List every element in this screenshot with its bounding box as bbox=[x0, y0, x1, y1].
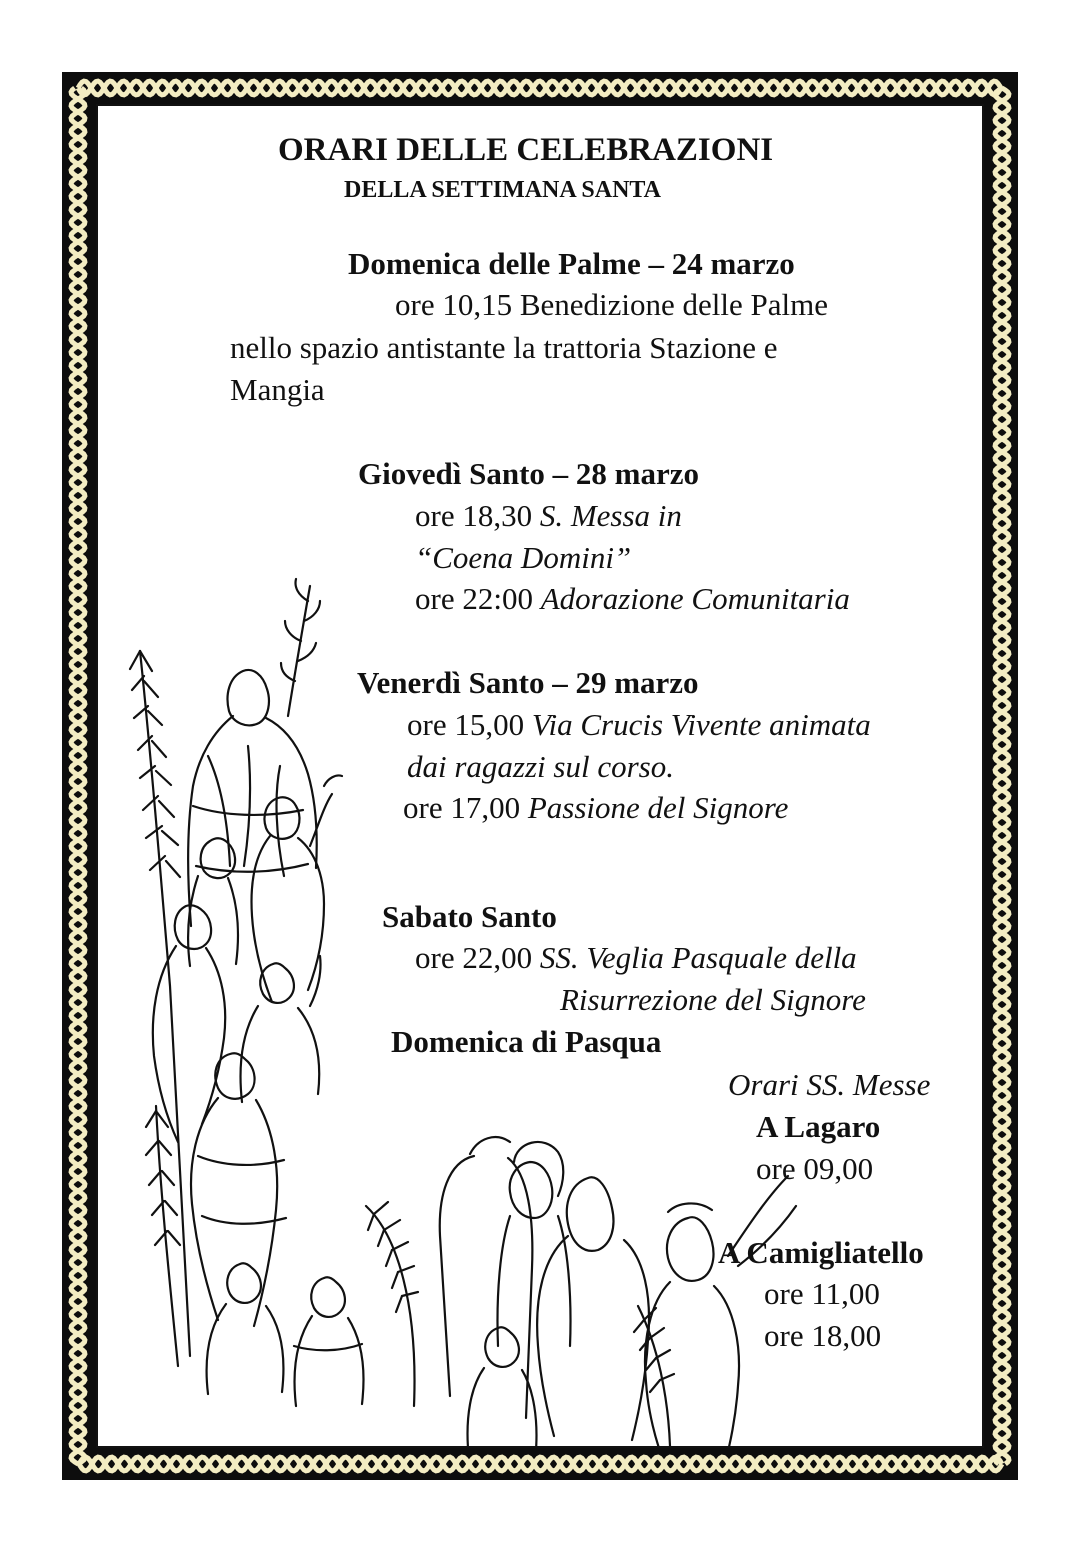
giovedi-time1 bbox=[415, 500, 682, 531]
venerdi-time1-hour: ore 15,00 bbox=[407, 707, 525, 742]
pasqua-subheading: Orari SS. Messe bbox=[728, 1067, 931, 1102]
venerdi-desc1b: dai ragazzi sul corso. bbox=[407, 749, 674, 784]
sabato-desc1a: SS. Veglia Pasquale della bbox=[539, 940, 857, 975]
sabato-time1-hour: ore 22,00 bbox=[415, 940, 533, 975]
palme-heading: Domenica delle Palme – 24 marzo bbox=[348, 246, 795, 281]
sabato-heading: Sabato Santo bbox=[382, 899, 557, 934]
venerdi-heading: Venerdì Santo – 29 marzo bbox=[357, 665, 699, 700]
pasqua-place1: A Lagaro bbox=[756, 1109, 881, 1144]
sabato-time1 bbox=[415, 942, 857, 973]
palme-line2: nello spazio antistante la trattoria Stazione e bbox=[230, 330, 778, 365]
pasqua-place1-time1: ore 09,00 bbox=[756, 1151, 874, 1186]
palme-line3: Mangia bbox=[230, 372, 325, 407]
palme-line1: ore 10,15 Benedizione delle Palme bbox=[395, 287, 829, 322]
venerdi-desc2: Passione del Signore bbox=[527, 790, 789, 825]
giovedi-time1-hour: ore 18,30 bbox=[415, 498, 533, 533]
venerdi-desc1a: Via Crucis Vivente animata bbox=[531, 707, 871, 742]
pasqua-place2-time1: ore 11,00 bbox=[764, 1276, 880, 1311]
venerdi-time2-hour: ore 17,00 bbox=[403, 790, 521, 825]
venerdi-time1 bbox=[407, 709, 871, 740]
giovedi-time2 bbox=[415, 583, 850, 614]
pasqua-place2-time2: ore 18,00 bbox=[764, 1318, 882, 1353]
pasqua-place2: A Camigliatello bbox=[718, 1235, 924, 1270]
pasqua-heading: Domenica di Pasqua bbox=[391, 1024, 662, 1059]
venerdi-time2 bbox=[403, 792, 788, 823]
giovedi-desc1a: S. Messa in bbox=[539, 498, 682, 533]
page-title: ORARI DELLE CELEBRAZIONI bbox=[278, 132, 774, 168]
poster-content bbox=[96, 104, 984, 1448]
sabato-desc1b: Risurrezione del Signore bbox=[560, 982, 866, 1017]
giovedi-time2-hour: ore 22:00 bbox=[415, 581, 533, 616]
giovedi-heading: Giovedì Santo – 28 marzo bbox=[358, 456, 699, 491]
giovedi-desc2: Adorazione Comunitaria bbox=[540, 581, 850, 616]
decorative-border-frame bbox=[62, 72, 1018, 1480]
giovedi-desc1b: “Coena Domini” bbox=[415, 540, 632, 575]
page-subtitle: DELLA SETTIMANA SANTA bbox=[344, 177, 661, 203]
